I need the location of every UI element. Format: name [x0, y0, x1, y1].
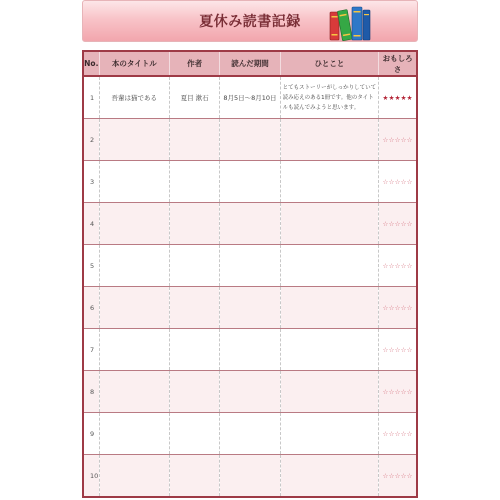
- column-header-comment: ひとこと: [280, 51, 379, 76]
- author-cell[interactable]: [170, 203, 220, 245]
- book-title-cell[interactable]: [99, 329, 169, 371]
- comment-cell[interactable]: [280, 371, 379, 413]
- author-cell[interactable]: [170, 161, 220, 203]
- book-title-cell[interactable]: [99, 413, 169, 455]
- rating-stars[interactable]: ☆☆☆☆☆: [379, 329, 417, 371]
- rating-stars[interactable]: ☆☆☆☆☆: [379, 119, 417, 161]
- rating-stars[interactable]: ☆☆☆☆☆: [379, 371, 417, 413]
- column-header-period: 読んだ期間: [220, 51, 280, 76]
- table-row: [83, 287, 417, 329]
- table-row: [83, 161, 417, 203]
- author-cell[interactable]: 夏目 漱石: [170, 76, 220, 119]
- comment-cell[interactable]: [280, 161, 379, 203]
- comment-cell[interactable]: [280, 287, 379, 329]
- rating-stars[interactable]: ☆☆☆☆☆: [379, 203, 417, 245]
- row-number: 6: [83, 287, 99, 329]
- book-title-cell[interactable]: [99, 455, 169, 498]
- reading-log-table: [82, 50, 418, 498]
- period-cell[interactable]: [220, 413, 280, 455]
- comment-cell[interactable]: とてもストーリーがしっかりしていて読み応えのある1冊です。他のタイトルも読んでみようと思います。: [280, 76, 379, 119]
- book-title-cell[interactable]: [99, 287, 169, 329]
- row-number: 4: [83, 203, 99, 245]
- table-row: [83, 413, 417, 455]
- row-number: 7: [83, 329, 99, 371]
- period-cell[interactable]: 8月5日～8月10日: [220, 76, 280, 119]
- book-title-cell[interactable]: [99, 245, 169, 287]
- column-header-title: 本のタイトル: [99, 51, 169, 76]
- table-row: [83, 245, 417, 287]
- comment-cell[interactable]: [280, 413, 379, 455]
- comment-cell[interactable]: [280, 455, 379, 498]
- author-cell[interactable]: [170, 371, 220, 413]
- book-title-cell[interactable]: [99, 203, 169, 245]
- author-cell[interactable]: [170, 413, 220, 455]
- book-title-cell[interactable]: 吾輩は猫である: [99, 76, 169, 119]
- table-row: [83, 371, 417, 413]
- rating-stars[interactable]: ★★★★★: [379, 76, 417, 119]
- row-number: 9: [83, 413, 99, 455]
- author-cell[interactable]: [170, 287, 220, 329]
- column-header-no: No.: [83, 51, 99, 76]
- comment-cell[interactable]: [280, 203, 379, 245]
- table-row: [83, 76, 417, 119]
- period-cell[interactable]: [220, 455, 280, 498]
- title-banner: [82, 0, 418, 42]
- row-number: 5: [83, 245, 99, 287]
- author-cell[interactable]: [170, 455, 220, 498]
- column-header-rating: おもしろさ: [379, 51, 417, 76]
- table-row: [83, 203, 417, 245]
- period-cell[interactable]: [220, 245, 280, 287]
- table-row: [83, 119, 417, 161]
- period-cell[interactable]: [220, 119, 280, 161]
- period-cell[interactable]: [220, 329, 280, 371]
- column-header-author: 作者: [170, 51, 220, 76]
- author-cell[interactable]: [170, 329, 220, 371]
- table-row: [83, 329, 417, 371]
- row-number: 3: [83, 161, 99, 203]
- row-number: 10: [83, 455, 99, 498]
- book-title-cell[interactable]: [99, 119, 169, 161]
- rating-stars[interactable]: ☆☆☆☆☆: [379, 287, 417, 329]
- table-row: [83, 455, 417, 498]
- books-icon: [328, 4, 372, 41]
- author-cell[interactable]: [170, 119, 220, 161]
- book-title-cell[interactable]: [99, 371, 169, 413]
- book-title-cell[interactable]: [99, 161, 169, 203]
- comment-cell[interactable]: [280, 245, 379, 287]
- period-cell[interactable]: [220, 161, 280, 203]
- rating-stars[interactable]: ☆☆☆☆☆: [379, 413, 417, 455]
- row-number: 8: [83, 371, 99, 413]
- table-header-row: [83, 51, 417, 76]
- author-cell[interactable]: [170, 245, 220, 287]
- rating-stars[interactable]: ☆☆☆☆☆: [379, 455, 417, 498]
- period-cell[interactable]: [220, 287, 280, 329]
- row-number: 2: [83, 119, 99, 161]
- period-cell[interactable]: [220, 371, 280, 413]
- rating-stars[interactable]: ☆☆☆☆☆: [379, 161, 417, 203]
- rating-stars[interactable]: ☆☆☆☆☆: [379, 245, 417, 287]
- comment-cell[interactable]: [280, 119, 379, 161]
- period-cell[interactable]: [220, 203, 280, 245]
- comment-cell[interactable]: [280, 329, 379, 371]
- row-number: 1: [83, 76, 99, 119]
- page-title: 夏休み読書記録: [199, 14, 301, 30]
